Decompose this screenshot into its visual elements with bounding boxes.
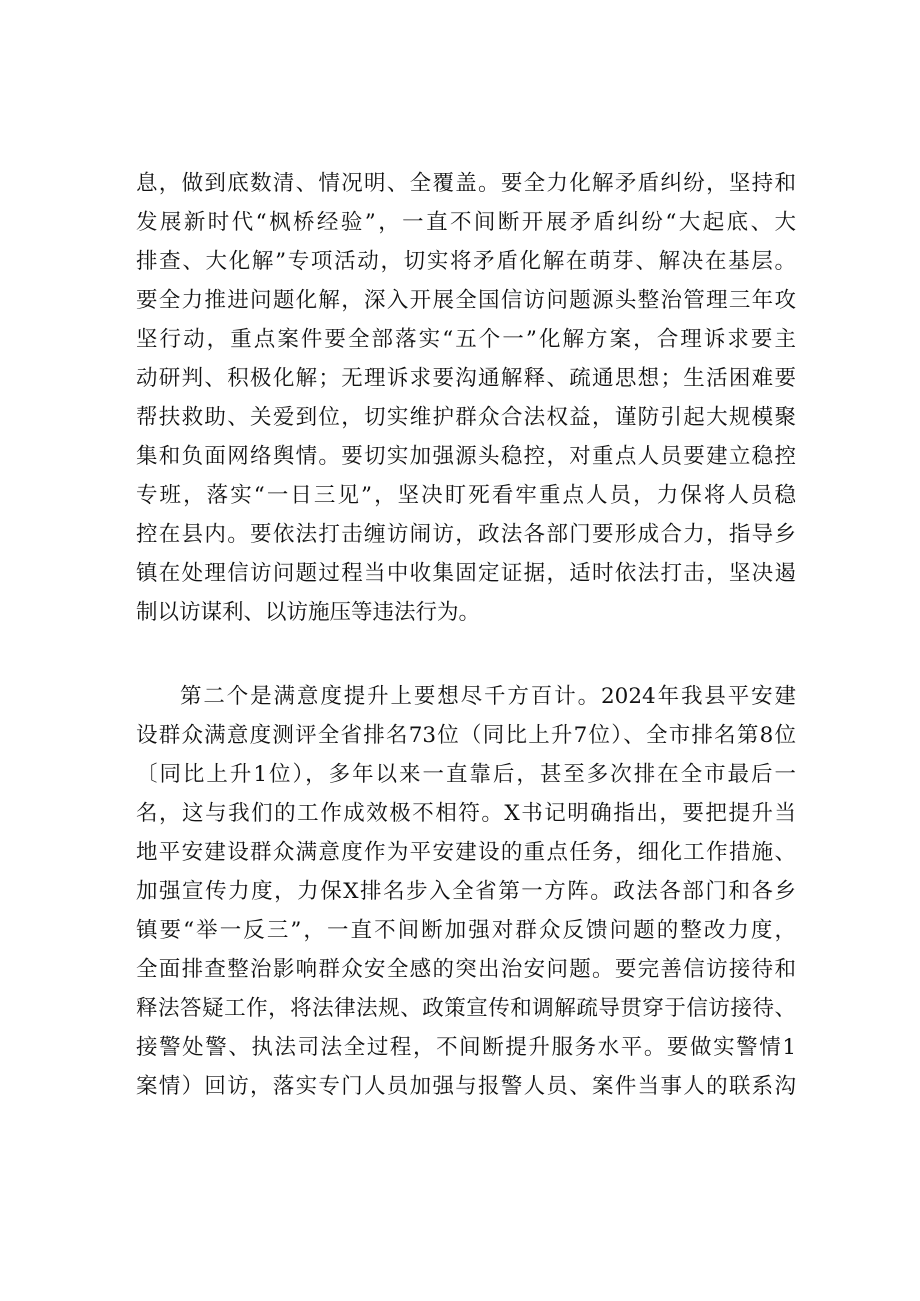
paragraph-line: 地平安建设群众满意度作为平安建设的重点任务，细化工作措施、 xyxy=(136,840,796,865)
paragraph-line: 接警处警、执法司法全过程，不间断提升服务水平。要做实警情1 xyxy=(136,1035,796,1060)
paragraph-line: 设群众满意度测评全省排名73位（同比上升7位）、全市排名第8位 xyxy=(136,723,796,748)
paragraph-line: 专班，落实“一日三见”，坚决盯死看牢重点人员，力保将人员稳 xyxy=(136,483,796,508)
paragraph-line: 镇要“举一反三”，一直不间断加强对群众反馈问题的整改力度， xyxy=(136,918,796,943)
paragraph-line: 〔同比上升1位），多年以来一直靠后，甚至多次排在全市最后一 xyxy=(136,762,796,787)
paragraph-line: 帮扶救助、关爱到位，切实维护群众合法权益，谨防引起大规模聚 xyxy=(136,405,796,430)
paragraph-line: 名，这与我们的工作成效极不相符。X书记明确指出，要把提升当 xyxy=(136,801,796,826)
paragraph-line: 坚行动，重点案件要全部落实“五个一”化解方案，合理诉求要主 xyxy=(136,327,796,352)
paragraph-line: 案情）回访，落实专门人员加强与报警人员、案件当事人的联系沟 xyxy=(136,1074,796,1099)
paragraph-line: 息，做到底数清、情况明、全覆盖。要全力化解矛盾纠纷，坚持和 xyxy=(136,171,796,196)
paragraph-line: 镇在处理信访问题过程当中收集固定证据，适时依法打击，坚决遏 xyxy=(136,561,796,586)
paragraph-line: 全面排查整治影响群众安全感的突出治安问题。要完善信访接待和 xyxy=(136,957,796,982)
paragraph-line: 释法答疑工作，将法律法规、政策宣传和调解疏导贯穿于信访接待、 xyxy=(136,996,796,1021)
paragraph-line: 要全力推进问题化解，深入开展全国信访问题源头整治管理三年攻 xyxy=(136,288,796,313)
paragraph-line: 发展新时代“枫桥经验”，一直不间断开展矛盾纠纷“大起底、大 xyxy=(136,210,796,235)
paragraph-line: 动研判、积极化解；无理诉求要沟通解释、疏通思想；生活困难要 xyxy=(136,366,796,391)
paragraph-line: 控在县内。要依法打击缠访闹访，政法各部门要形成合力，指导乡 xyxy=(136,522,796,547)
paragraph-line: 制以访谋利、以访施压等违法行为。 xyxy=(136,600,481,625)
paragraph-line: 第二个是满意度提升上要想尽千方百计。2024年我县平安建 xyxy=(180,684,796,709)
paragraph-line: 排查、大化解”专项活动，切实将矛盾化解在萌芽、解决在基层。 xyxy=(136,249,796,274)
paragraph-line: 集和负面网络舆情。要切实加强源头稳控，对重点人员要建立稳控 xyxy=(136,444,796,469)
paragraph-line: 加强宣传力度，力保X排名步入全省第一方阵。政法各部门和各乡 xyxy=(136,879,796,904)
paragraph-1 xyxy=(136,164,796,632)
paragraph-2 xyxy=(136,677,796,1106)
